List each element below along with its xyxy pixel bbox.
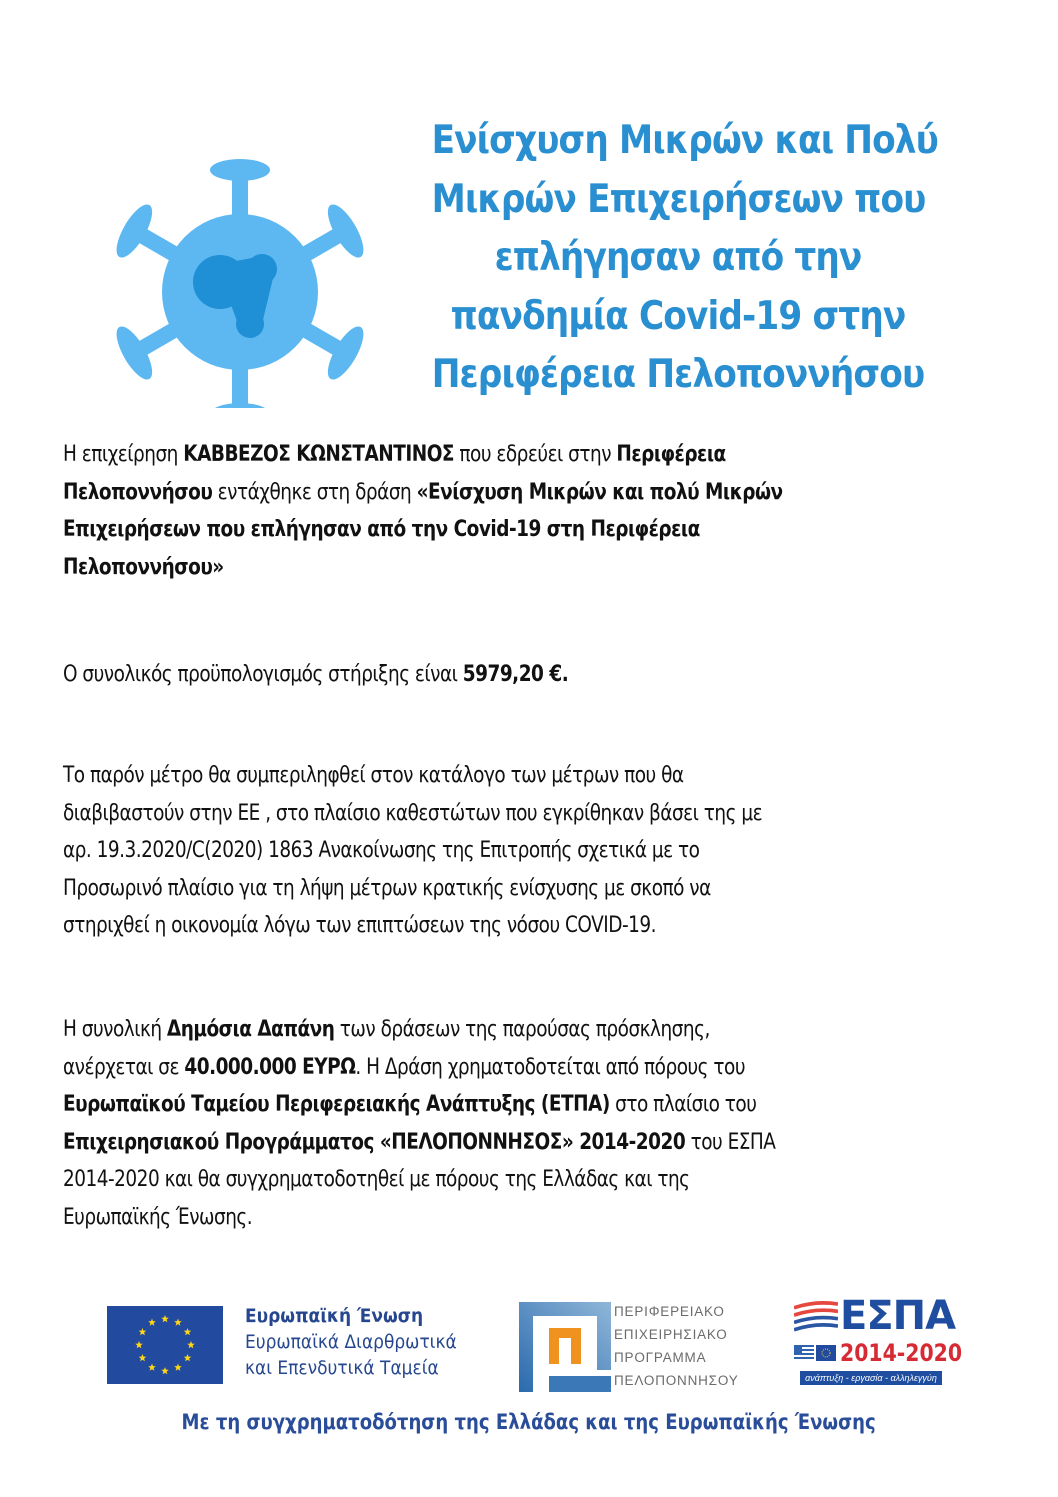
text: εντάχθηκε στη δράση — [212, 479, 417, 505]
action-name: Πελοποννήσου» — [63, 554, 224, 580]
espa-logo — [792, 1293, 963, 1391]
region-name: Περιφέρεια — [616, 442, 726, 467]
title-line: Περιφέρεια Πελοποννήσου — [431, 352, 925, 397]
eu-name: Ευρωπαϊκή Ένωση — [245, 1306, 424, 1327]
regional-programme-text — [614, 1300, 739, 1392]
eu-flag-icon — [107, 1306, 223, 1384]
budget-amount: 5979,20 €. — [462, 662, 569, 687]
footer-text: Με τη συγχρηματοδότηση της Ελλάδας και της Ευρωπαϊκής Ένωσης — [181, 1410, 877, 1434]
title-line: πανδημία Covid-19 στην — [450, 293, 906, 339]
text: . Η Δράση χρηματοδοτείται από πόρους του — [355, 1054, 746, 1080]
espa-slogan: ανάπτυξη - εργασία - αλληλεγγύη — [800, 1371, 942, 1385]
budget-paragraph — [63, 656, 993, 694]
business-paragraph — [63, 436, 993, 586]
text-line: στηριχθεί η οικονομία λόγω των επιπτώσεων της νόσου COVID-19. — [63, 913, 657, 939]
text-line: διαβιβαστούν στην ΕΕ , στο πλαίσιο καθεστώτων που εγκρίθηκαν βάσει της με — [63, 800, 763, 826]
text-line: 2014-2020 και θα συγχρηματοδοτηθεί με πόρους της Ελλάδας και της — [63, 1167, 690, 1193]
espa-waves-icon — [794, 1300, 838, 1332]
pep-line: ΠΕΡΙΦΕΡΕΙΑΚΟ — [614, 1304, 725, 1319]
text-line: Ευρωπαϊκής Ένωσης. — [63, 1204, 253, 1230]
eu-funds-line: Ευρωπαϊκά Διαρθρωτικά — [245, 1332, 457, 1353]
title-line: επλήγησαν από την — [494, 235, 862, 280]
action-name: «Ενίσχυση Μικρών και πολύ Μικρών — [416, 479, 783, 505]
virus-icon — [112, 152, 368, 408]
eu-mini-flag-icon — [816, 1345, 836, 1361]
measure-paragraph — [63, 757, 993, 945]
greek-flag-icon — [794, 1345, 814, 1361]
fund-name: Ευρωπαϊκού Ταμείου Περιφερειακής Ανάπτυξης (ΕΤΠΑ) — [63, 1092, 610, 1118]
text: των δράσεων της παρούσας πρόσκλησης, — [334, 1017, 710, 1042]
action-name: Επιχειρήσεων που επλήγησαν από την Covid-19 στη Περιφέρεια — [63, 517, 700, 543]
pep-line: ΠΕΛΟΠΟΝΝΗΣΟΥ — [614, 1373, 739, 1388]
espa-word: ΕΣΠΑ — [840, 1293, 956, 1339]
funding-paragraph — [63, 1011, 993, 1237]
title-line: Ενίσχυση Μικρών και Πολύ — [431, 118, 938, 163]
text: Η επιχείρηση — [63, 442, 184, 467]
total-amount: 40.000.000 ΕΥΡΩ — [184, 1054, 356, 1080]
pep-line: ΠΡΟΓΡΑΜΜΑ — [614, 1350, 707, 1365]
text-line: Το παρόν μέτρο θα συμπεριληφθεί στον κατάλογο των μέτρων που θα — [63, 763, 684, 788]
text: Η συνολική — [63, 1017, 167, 1042]
region-name: Πελοποννήσου — [63, 479, 213, 505]
title-line: Μικρών Επιχειρήσεων που — [431, 176, 926, 222]
eu-funds-line: και Επενδυτικά Ταμεία — [245, 1358, 439, 1379]
cofunding-footer — [0, 1408, 1058, 1436]
eu-funds-text — [245, 1304, 457, 1382]
pi-logo-icon — [519, 1300, 611, 1392]
text: Ο συνολικός προϋπολογισμός στήριξης είναι — [63, 662, 463, 687]
page-title — [431, 112, 938, 405]
programme-name: Επιχειρησιακού Προγράμματος «ΠΕΛΟΠΟΝΝΗΣΟΣ» 2014-2020 — [63, 1129, 686, 1155]
business-name: ΚΑΒΒΕΖΟΣ ΚΩΝΣΤΑΝΤΙΝΟΣ — [183, 442, 455, 467]
text: του ΕΣΠΑ — [685, 1129, 776, 1155]
text-line: αρ. 19.3.2020/C(2020) 1863 Ανακοίνωσης της Επιτροπής σχετικά με το — [63, 838, 700, 864]
public-expenditure-label: Δημόσια Δαπάνη — [166, 1017, 335, 1042]
text: ανέρχεται σε — [63, 1054, 185, 1080]
text-line: Προσωρινό πλαίσιο για τη λήψη μέτρων κρατικής ενίσχυσης με σκοπό να — [63, 875, 711, 901]
text: στο πλαίσιο του — [609, 1092, 757, 1118]
espa-years: 2014-2020 — [840, 1339, 963, 1367]
pep-line: ΕΠΙΧΕΙΡΗΣΙΑΚΟ — [614, 1327, 728, 1342]
text: που εδρεύει στην — [454, 442, 617, 467]
